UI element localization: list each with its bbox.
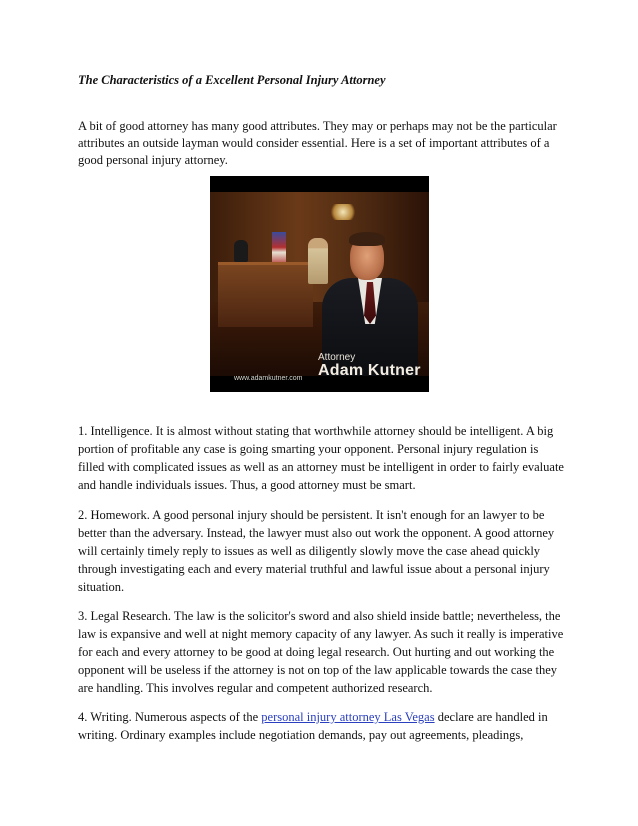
paragraph-writing xyxy=(78,708,564,744)
video-caption-name: Adam Kutner xyxy=(318,362,421,379)
video-caption-role: Attorney xyxy=(318,352,356,363)
paragraph-writing-end: declare are handled in writing. Ordinary examples include negotiation demands, pay out agreements, pleadings, xyxy=(78,710,548,742)
attorney-las-vegas-link[interactable]: personal injury attorney Las Vegas xyxy=(261,710,435,724)
document-title: The Characteristics of a Excellent Personal Injury Attorney xyxy=(78,73,386,87)
paragraph-writing-start: 4. Writing. Numerous aspects of the xyxy=(78,710,262,724)
judge-bench xyxy=(218,262,313,327)
courtroom-scene xyxy=(210,192,429,382)
paragraph-homework: 2. Homework. A good personal injury should be persistent. It isn't enough for an lawyer to be better than the adversary. Instead, the lawyer must also out work the opponent. A good attorney will certainly timely reply to issues as well as diligently slowly move the case ahead quickly through investigating each and every material truthful and lawful issue about a personal injury situation. xyxy=(78,508,555,594)
ceiling-lamp xyxy=(330,204,356,220)
paragraph-intelligence: 1. Intelligence. It is almost without stating that worthwhile attorney should be intelligent. A big portion of profitable any case is going smarting your opponent. Personal injury regulation is filled with complicated issues as well as an attorney must be intelligent in order to fairly evaluate and handle individuals issues. Thus, a good attorney must be smart. xyxy=(78,424,564,492)
embedded-video-thumbnail[interactable] xyxy=(210,176,429,392)
bailiff-figure xyxy=(308,238,328,284)
intro-paragraph: A bit of good attorney has many good attributes. They may or perhaps may not be the particular attributes an outside layman would consider essential. Here is a set of important attributes of a good personal injury attorney. xyxy=(78,119,557,167)
video-caption-url: www.adamkutner.com xyxy=(234,375,303,382)
judge-figure xyxy=(234,240,248,262)
paragraph-legal-research: 3. Legal Research. The law is the solicitor's sword and also shield inside battle; nevertheless, the law is expansive and well at night memory capacity of any lawyer. As such it really is imperative for each and every attorney to be good at doing legal research. Out hurting and out working the opponent will be useless if the attorney is not on top of the law applicable towards the case they are handling. This involves regular and competent authorized research. xyxy=(78,609,564,695)
attorney-hair xyxy=(349,232,385,246)
flag xyxy=(272,232,286,266)
